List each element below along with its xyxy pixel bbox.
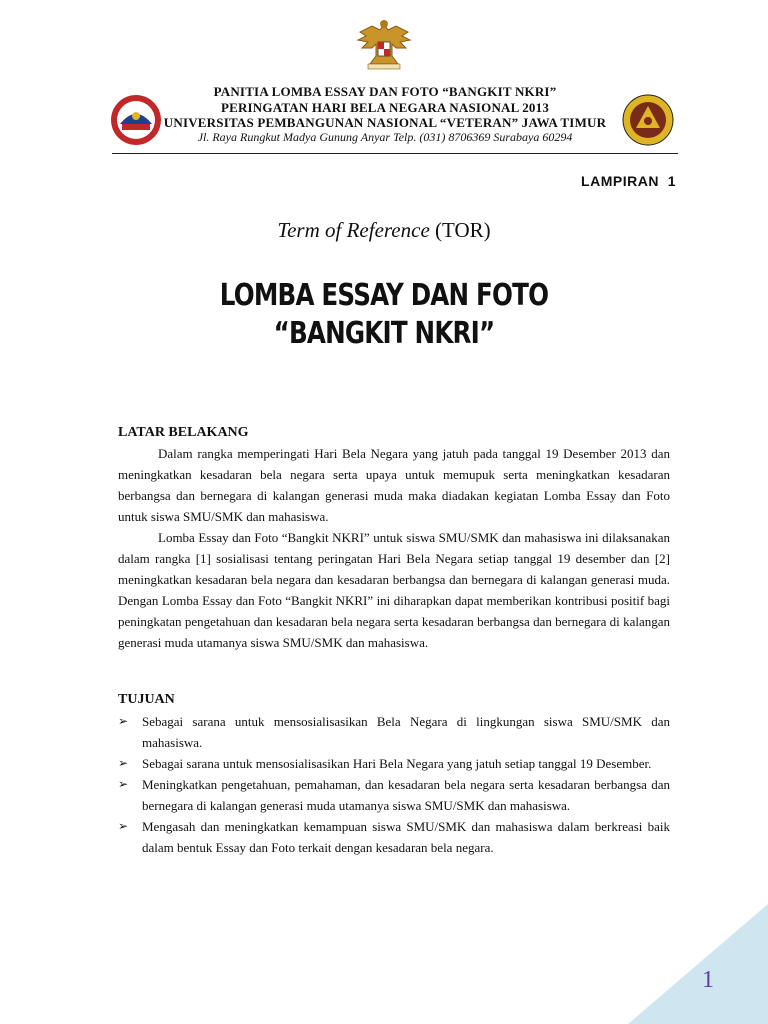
latar-paragraph-2: Lomba Essay dan Foto “Bangkit NKRI” untuk siswa SMU/SMK dan mahasiswa ini dilaksanakan dalam rangka [1] sosialisasi tentang peringatan Hari Bela Negara setiap tanggal 19 desember dan [2] meningkatkan kesadaran bela negara dan kesadaran berbangsa dan bernegara di kalangan generasi muda. Dengan Lomba Essay dan Foto “Bangkit NKRI” ini diharapkan dapat memberikan kontribusi positif bagi peningkatan pengetahuan dan kesadaran bela negara serta kesadaran berbangsa dan bernegara di kalangan generasi muda utamanya siswa SMU/SMK dan mahasiswa. — [118, 530, 670, 650]
arrow-bullet-icon: ➢ — [118, 756, 129, 770]
list-item-text: Sebagai sarana untuk mensosialisasikan Bela Negara di lingkungan siswa SMU/SMK dan mahasiswa. — [142, 714, 670, 750]
list-item — [118, 774, 670, 816]
header-divider — [112, 153, 678, 154]
section-heading-tujuan: TUJUAN — [118, 692, 175, 707]
university-logo-icon — [622, 94, 674, 146]
header-line-3: UNIVERSITAS PEMBANGUNAN NASIONAL “VETERAN” JAWA TIMUR — [163, 115, 607, 130]
latar-paragraph-1: Dalam rangka memperingati Hari Bela Negara yang jatuh pada tanggal 19 Desember 2013 dan meningkatkan kesadaran bela negara serta upaya untuk memupuk serta meningkatkan kesadaran berbangsa dan bernegara di kalangan generasi muda maka diadakan kegiatan Lomba Essay dan Foto untuk siswa SMU/SMK dan mahasiswa. — [118, 446, 670, 524]
arrow-bullet-icon: ➢ — [118, 819, 129, 833]
arrow-bullet-icon: ➢ — [118, 777, 129, 791]
list-item — [118, 816, 670, 858]
doc-title-line-1: LOMBA ESSAY DAN FOTO — [219, 278, 549, 313]
tor-italic: Term of Reference — [277, 218, 430, 242]
garuda-emblem-icon — [356, 18, 412, 72]
lampiran-label: LAMPIRAN 1 — [581, 173, 676, 189]
tujuan-list — [118, 711, 670, 858]
tor-heading — [0, 218, 768, 243]
page-corner-decoration — [628, 904, 768, 1024]
tor-rest: (TOR) — [429, 218, 491, 242]
list-item-text: Mengasah dan meningkatkan kemampuan siswa SMU/SMK dan mahasiswa dalam berkreasi baik dalam bentuk Essay dan Foto terkait dengan kesadaran bela negara. — [142, 819, 670, 855]
header-line-1: PANITIA LOMBA ESSAY DAN FOTO “BANGKIT NKRI” — [213, 84, 557, 99]
list-item-text: Meningkatkan pengetahuan, pemahaman, dan kesadaran bela negara serta kesadaran berbangsa dan bernegara di kalangan generasi muda utamanya siswa SMU/SMK dan mahasiswa. — [142, 777, 670, 813]
list-item — [118, 711, 670, 753]
header-address: Jl. Raya Rungkut Madya Gunung Anyar Telp. (031) 8706369 Surabaya 60294 — [197, 130, 573, 144]
page-number: 1 — [702, 967, 714, 993]
list-item — [118, 753, 670, 774]
doc-title-line-2: “BANGKIT NKRI” — [273, 316, 495, 351]
section-heading-latar: LATAR BELAKANG — [118, 425, 249, 440]
list-item-text: Sebagai sarana untuk mensosialisasikan Hari Bela Negara yang jatuh setiap tanggal 19 Desember. — [142, 756, 652, 771]
header-line-2: PERINGATAN HARI BELA NEGARA NASIONAL 2013 — [220, 100, 550, 115]
latar-paragraphs — [118, 443, 670, 653]
arrow-bullet-icon: ➢ — [118, 714, 129, 728]
